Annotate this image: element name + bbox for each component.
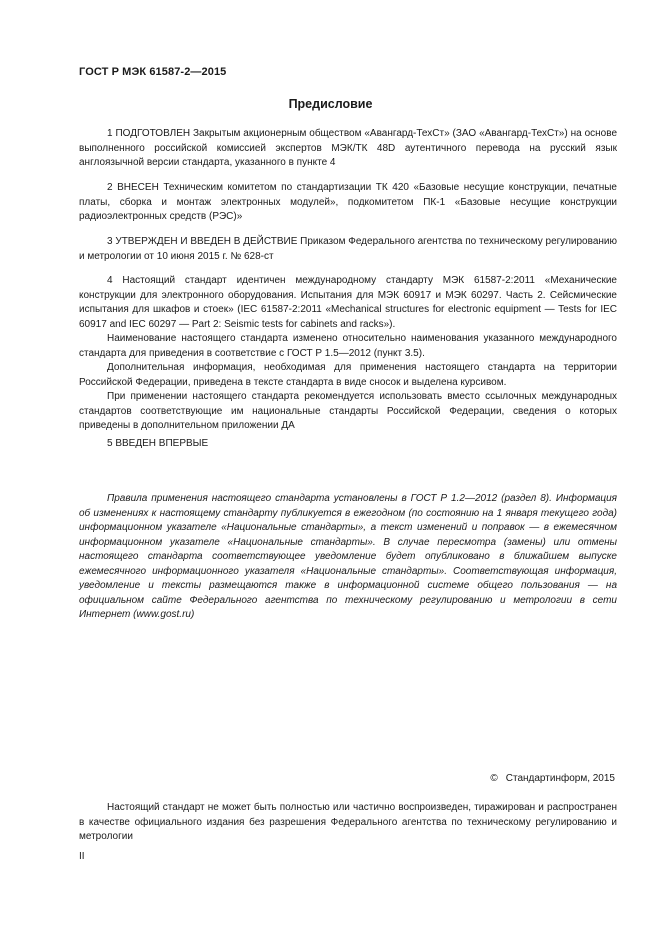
foreword-item-paragraph: Дополнительная информация, необходимая для применения настоящего стандарта на территории Российской Федерации, приведена в тексте стандарта в виде сносок и выделена курсивом. (79, 362, 617, 388)
foreword-item-paragraph: При применении настоящего стандарта рекомендуется использовать вместо ссылочных международных стандартов соответствующие им национальные стандарты Российской Федерации, сведения о которых приведены в дополнительном приложении ДА (79, 391, 617, 431)
foreword-item-1 (79, 127, 617, 171)
notice-text: Правила применения настоящего стандарта установлены в ГОСТ Р 1.2—2012 (раздел 8). Информация об изменениях к настоящему стандарту публикуется в ежегодном (по состоянию на 1 января текущего года) информационном указателе «Национальные стандарты», а текст изменений и поправок — в ежемесячном информационном указателе «Национальные стандарты». В случае пересмотра (замены) или отмены настоящего стандарта соответствующее уведомление будет опубликовано в ближайшем выпуске ежемесячного информационного указателя «Национальные стандарты». Соответствующая информация, уведомление и тексты размещаются также в информационной системе общего пользования — на официальном сайте Федерального агентства по техническому регулированию и метрологии в сети Интернет (www.gost.ru) (79, 493, 617, 620)
foreword-item-text: 1 ПОДГОТОВЛЕН Закрытым акционерным обществом «Авангард-ТехСт» (ЗАО «Авангард-ТехСт») на основе выполненного российской комиссией экспертов МЭК/ТК 48D аутентичного перевода на русский язык англоязычной версии стандарта, указанного в пункте 4 (79, 128, 617, 168)
foreword-item-3 (79, 235, 617, 264)
foreword-item-text: 2 ВНЕСЕН Техническим комитетом по стандартизации ТК 420 «Базовые несущие конструкции, печатные платы, сборка и монтаж электронных модулей», подкомитетом ПК-1 «Базовые несущие конструкции радиоэлектронных средств (РЭС)» (79, 182, 617, 222)
application-notice (79, 492, 617, 623)
foreword-item-text: 5 ВВЕДЕН ВПЕРВЫЕ (107, 438, 209, 449)
foreword-item-4 (79, 274, 617, 434)
foreword-item-paragraph: Наименование настоящего стандарта изменено относительно наименования указанного международного стандарта для приведения в соответствие с ГОСТ Р 1.5—2012 (пункт 3.5). (79, 333, 617, 359)
rights-notice (79, 801, 617, 845)
copyright-line (490, 773, 615, 784)
page-number: II (79, 851, 85, 862)
foreword-item-5 (79, 437, 617, 452)
foreword-item-text: 3 УТВЕРЖДЕН И ВВЕДЕН В ДЕЙСТВИЕ Приказом Федерального агентства по техническому регулированию и метрологии от 10 июня 2015 г. № 628-ст (79, 236, 617, 262)
document-code: ГОСТ Р МЭК 61587-2—2015 (79, 66, 227, 78)
copyright-symbol: © (490, 773, 498, 784)
copyright-text: Стандартинформ, 2015 (505, 773, 615, 784)
rights-text: Настоящий стандарт не может быть полностью или частично воспроизведен, тиражирован и распространен в качестве официального издания без разрешения Федерального агентства по техническому регулированию и метрологии (79, 802, 617, 842)
foreword-item-text: 4 Настоящий стандарт идентичен международному стандарту МЭК 61587-2:2011 «Механические конструкции для электронного оборудования. Испытания для МЭК 60917 и МЭК 60297. Часть 2. Сейсмические испытания для шкафов и стоек» (IEC 61587-2:2011 «Mechanical structures for electronic equipment — Tests for IEC 60917 and IEC 60297 — Part 2: Seismic tests for cabinets and racks»). (79, 275, 617, 330)
foreword-item-2 (79, 181, 617, 225)
page-title: Предисловие (288, 97, 373, 111)
